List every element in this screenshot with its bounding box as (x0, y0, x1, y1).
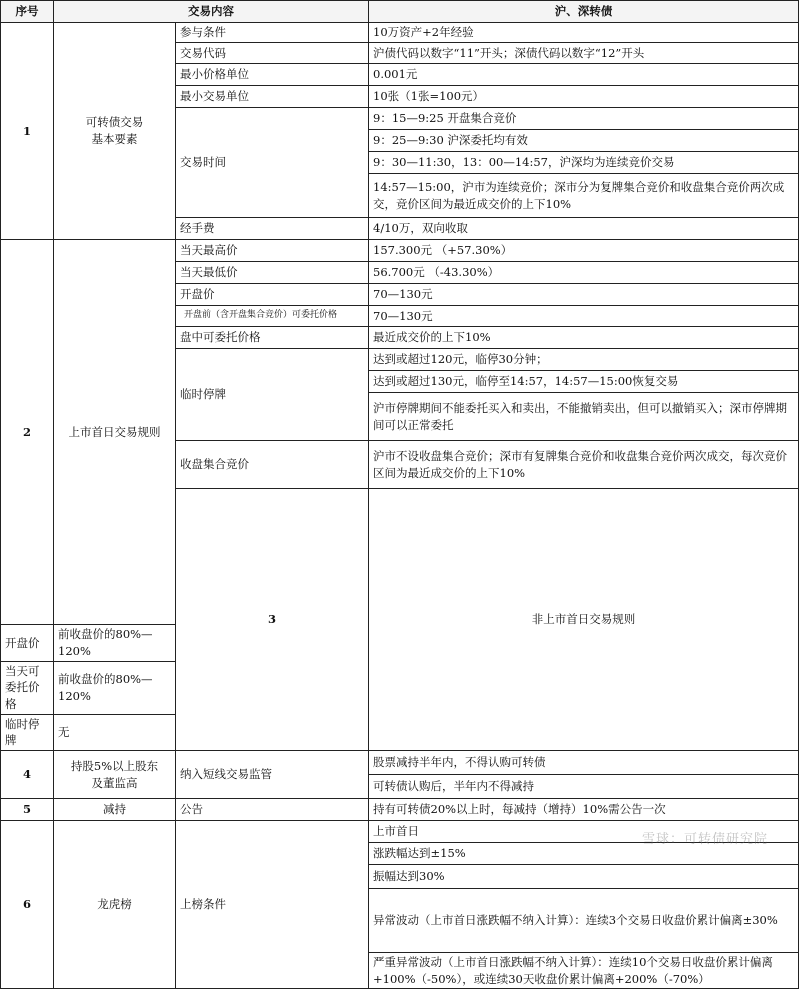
rule-text: 9：15—9:25 开盘集合竞价 (369, 108, 799, 130)
item-label: 纳入短线交易监管 (176, 751, 369, 799)
rule-text: 可转债认购后，半年内不得减持 (369, 775, 799, 799)
rule-text: 股票减持半年内，不得认购可转债 (369, 751, 799, 775)
header-index: 序号 (1, 1, 54, 23)
rule-text: 沪市停牌期间不能委托买入和卖出，不能撤销卖出，但可以撤销买入；深市停牌期间可以正常委托 (369, 393, 799, 441)
header-row (1, 1, 799, 23)
rule-text: 持有可转债20%以上时，每减持（增持）10%需公告一次 (369, 799, 799, 821)
section-index: 2 (1, 240, 54, 625)
item-label: 临时停牌 (1, 714, 54, 750)
rule-text: 最近成交价的上下10% (369, 327, 799, 349)
table-row (1, 799, 799, 821)
section-index: 1 (1, 23, 54, 240)
section-index: 4 (1, 751, 54, 799)
item-label: 临时停牌 (176, 349, 369, 441)
table-row (1, 751, 799, 775)
item-label: 当天最低价 (176, 262, 369, 284)
item-label: 盘中可委托价格 (176, 327, 369, 349)
item-label: 上榜条件 (176, 821, 369, 989)
item-label: 当天最高价 (176, 240, 369, 262)
item-label: 交易时间 (176, 108, 369, 218)
table-row (1, 821, 799, 843)
item-label: 开盘前（含开盘集合竞价）可委托价格 (176, 306, 369, 327)
item-label: 交易代码 (176, 43, 369, 64)
item-label: 最小价格单位 (176, 64, 369, 86)
item-label: 参与条件 (176, 23, 369, 43)
rule-text: 70—130元 (369, 284, 799, 306)
section-category: 减持 (54, 799, 176, 821)
table-row (1, 240, 799, 262)
section-index: 6 (1, 821, 54, 989)
rule-text: 9：30—11:30，13：00—14:57，沪深均为连续竞价交易 (369, 152, 799, 174)
item-label: 收盘集合竞价 (176, 441, 369, 489)
section-index: 5 (1, 799, 54, 821)
rule-text: 上市首日 (369, 821, 799, 843)
item-label: 经手费 (176, 218, 369, 240)
rule-text: 14:57—15:00，沪市为连续竞价；深市分为复牌集合竞价和收盘集合竞价两次成交，竞价区间为最近成交价的上下10% (369, 174, 799, 218)
header-content: 交易内容 (54, 1, 369, 23)
watermark-text: 雪球：可转债研究院 (641, 832, 768, 847)
rule-text: 达到或超过130元，临停至14:57，14:57—15:00恢复交易 (369, 371, 799, 393)
rule-text: 70—130元 (369, 306, 799, 327)
section-category: 龙虎榜 (54, 821, 176, 989)
section-category: 非上市首日交易规则 (369, 489, 799, 751)
rule-text: 9：25—9:30 沪深委托均有效 (369, 130, 799, 152)
section-index: 3 (176, 489, 369, 751)
rule-text: 前收盘价的80%—120% (54, 625, 176, 661)
item-label: 最小交易单位 (176, 86, 369, 108)
rule-text: 异常波动（上市首日涨跌幅不纳入计算）：连续3个交易日收盘价累计偏离±30% (369, 889, 799, 953)
rule-text: 0.001元 (369, 64, 799, 86)
rule-text: 157.300元 （+57.30%） (369, 240, 799, 262)
rule-text: 无 (54, 714, 176, 750)
item-label: 开盘价 (1, 625, 54, 661)
rule-text: 56.700元 （-43.30%） (369, 262, 799, 284)
section-category: 上市首日交易规则 (54, 240, 176, 625)
header-rules: 沪、深转债 (369, 1, 799, 23)
item-label: 当天可委托价格 (1, 661, 54, 714)
rule-text: 达到或超过120元，临停30分钟； (369, 349, 799, 371)
rule-text: 沪债代码以数字“11”开头；深债代码以数字“12”开头 (369, 43, 799, 64)
rule-text: 10万资产+2年经验 (369, 23, 799, 43)
rule-text: 振幅达到30% (369, 865, 799, 889)
rule-text: 涨跌幅达到±15% (369, 843, 799, 865)
rule-text: 前收盘价的80%—120% (54, 661, 176, 714)
item-label: 开盘价 (176, 284, 369, 306)
section-category: 可转债交易 基本要素 (54, 23, 176, 240)
section-category: 持股5%以上股东 及董监高 (54, 751, 176, 799)
rule-text: 严重异常波动（上市首日涨跌幅不纳入计算）：连续10个交易日收盘价累计偏离+100%（-50%），或连续30天收盘价累计偏离+200%（-70%） (369, 953, 799, 989)
rule-text: 4/10万，双向收取 (369, 218, 799, 240)
rule-text: 沪市不设收盘集合竞价；深市有复牌集合竞价和收盘集合竞价两次成交，每次竞价区间为最近成交价的上下10% (369, 441, 799, 489)
rule-text: 10张（1张=100元） (369, 86, 799, 108)
item-label: 公告 (176, 799, 369, 821)
table-row (1, 23, 799, 43)
